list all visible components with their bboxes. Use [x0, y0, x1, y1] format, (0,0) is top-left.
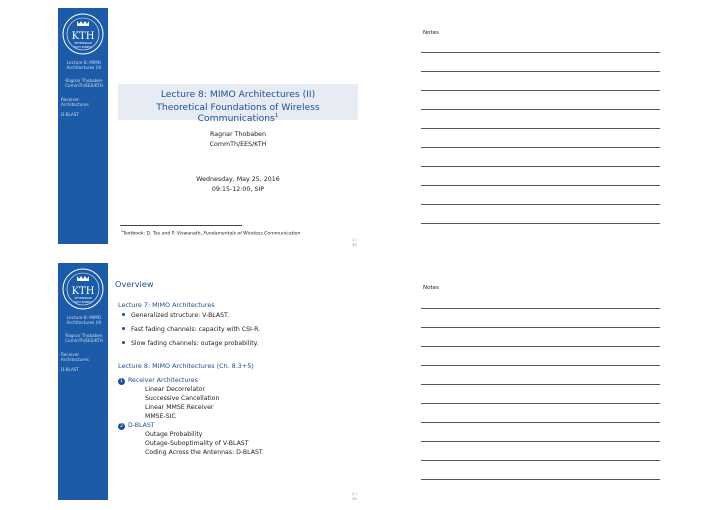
slide-1 — [0, 0, 360, 255]
svg-text:VETENSKAP: VETENSKAP — [74, 41, 92, 45]
sidebar-author: Ragnar Thobaben CommTh/EES/KTH — [65, 78, 103, 88]
kth-logo-icon — [62, 12, 104, 56]
bullet-item: Generalized structure: V-BLAST. — [122, 312, 229, 319]
section-previous-lecture: Lecture 7: MIMO Architectures — [118, 301, 215, 309]
toc-section-d-blast[interactable]: 2 D-BLAST — [118, 422, 155, 430]
toc-subsection[interactable]: Successive Cancellation — [145, 395, 220, 402]
sidebar-item-receiver-architectures[interactable]: Receiver Architectures — [61, 352, 89, 362]
svg-text:OCH KONST: OCH KONST — [74, 300, 92, 304]
toc-subsection[interactable]: Outage-Suboptimality of V-BLAST — [145, 440, 249, 447]
author-affiliation: CommTh/EES/KTH — [209, 141, 267, 148]
toc-section-receiver-architectures[interactable]: 1 Receiver Architectures — [118, 377, 198, 385]
note-line — [421, 460, 660, 461]
note-line — [421, 479, 660, 480]
notes-label: Notes — [423, 285, 439, 291]
page-number: 1 / 30 — [352, 237, 357, 247]
slide-title-line2: Theoretical Foundations of Wireless Communications$^1$ — [156, 102, 320, 125]
note-line — [421, 166, 660, 167]
sidebar-item-d-blast[interactable]: D-BLAST — [61, 367, 79, 372]
note-line — [421, 109, 660, 110]
note-line — [421, 90, 660, 91]
toc-subsection[interactable]: Coding Across the Antennas: D-BLAST — [145, 449, 263, 456]
sidebar — [58, 263, 108, 500]
toc-subsection[interactable]: Linear Decorrelator — [145, 386, 205, 393]
sidebar-lecture-title: Lecture 8: MIMO Architectures (II) — [66, 315, 102, 325]
section-current-lecture: Lecture 8: MIMO Architectures (Ch. 8.3+5) — [118, 362, 254, 370]
lecture-date: Wednesday, May 25, 2016 — [196, 176, 280, 183]
slide-title-line1: Lecture 8: MIMO Architectures (II) — [160, 89, 316, 100]
note-line — [421, 308, 660, 309]
note-line — [421, 327, 660, 328]
note-line — [421, 365, 660, 366]
note-line — [421, 147, 660, 148]
note-line — [421, 128, 660, 129]
note-line — [421, 52, 660, 53]
svg-text:VETENSKAP: VETENSKAP — [74, 296, 92, 300]
note-line — [421, 384, 660, 385]
lecture-time-place: 09:15-12:00, SIP — [211, 186, 265, 193]
frame-title: Overview — [115, 279, 154, 289]
slide-2 — [0, 255, 360, 510]
bullet-dot-icon — [122, 313, 125, 316]
sidebar-item-d-blast[interactable]: D-BLAST — [61, 112, 79, 117]
bullet-item: Fast fading channels: capacity with CSI-R. — [122, 326, 260, 333]
sidebar-author: Ragnar Thobaben CommTh/EES/KTH — [65, 333, 103, 343]
toc-subsection[interactable]: Linear MMSE Receiver — [145, 404, 214, 411]
footnote-rule — [120, 225, 242, 226]
note-line — [421, 223, 660, 224]
svg-text:OCH KONST: OCH KONST — [74, 45, 92, 49]
toc-subsection[interactable]: Outage Probability — [145, 431, 203, 438]
note-line — [421, 204, 660, 205]
bullet-item: Slow fading channels: outage probability. — [122, 340, 258, 347]
bullet-dot-icon — [122, 327, 125, 330]
note-line — [421, 185, 660, 186]
svg-text:KTH: KTH — [71, 31, 95, 42]
note-line — [421, 422, 660, 423]
kth-logo-icon — [62, 267, 104, 311]
sidebar-lecture-title: Lecture 8: MIMO Architectures (II) — [66, 60, 102, 70]
footnote: $^1$Textbook: D. Tse and P. Viswanath, Fundamentals of Wireless Communication — [121, 229, 301, 237]
note-line — [421, 403, 660, 404]
note-line — [421, 346, 660, 347]
note-line — [421, 441, 660, 442]
svg-text:KTH: KTH — [71, 286, 95, 297]
sidebar-item-receiver-architectures[interactable]: Receiver Architectures — [61, 97, 89, 107]
author-name: Ragnar Thobaben — [210, 131, 266, 138]
page-number: 2 / 30 — [352, 491, 357, 501]
notes-label: Notes — [423, 30, 439, 36]
toc-subsection[interactable]: MMSE-SIC — [145, 413, 176, 420]
bullet-dot-icon — [122, 341, 125, 344]
sidebar — [58, 8, 108, 244]
note-line — [421, 71, 660, 72]
